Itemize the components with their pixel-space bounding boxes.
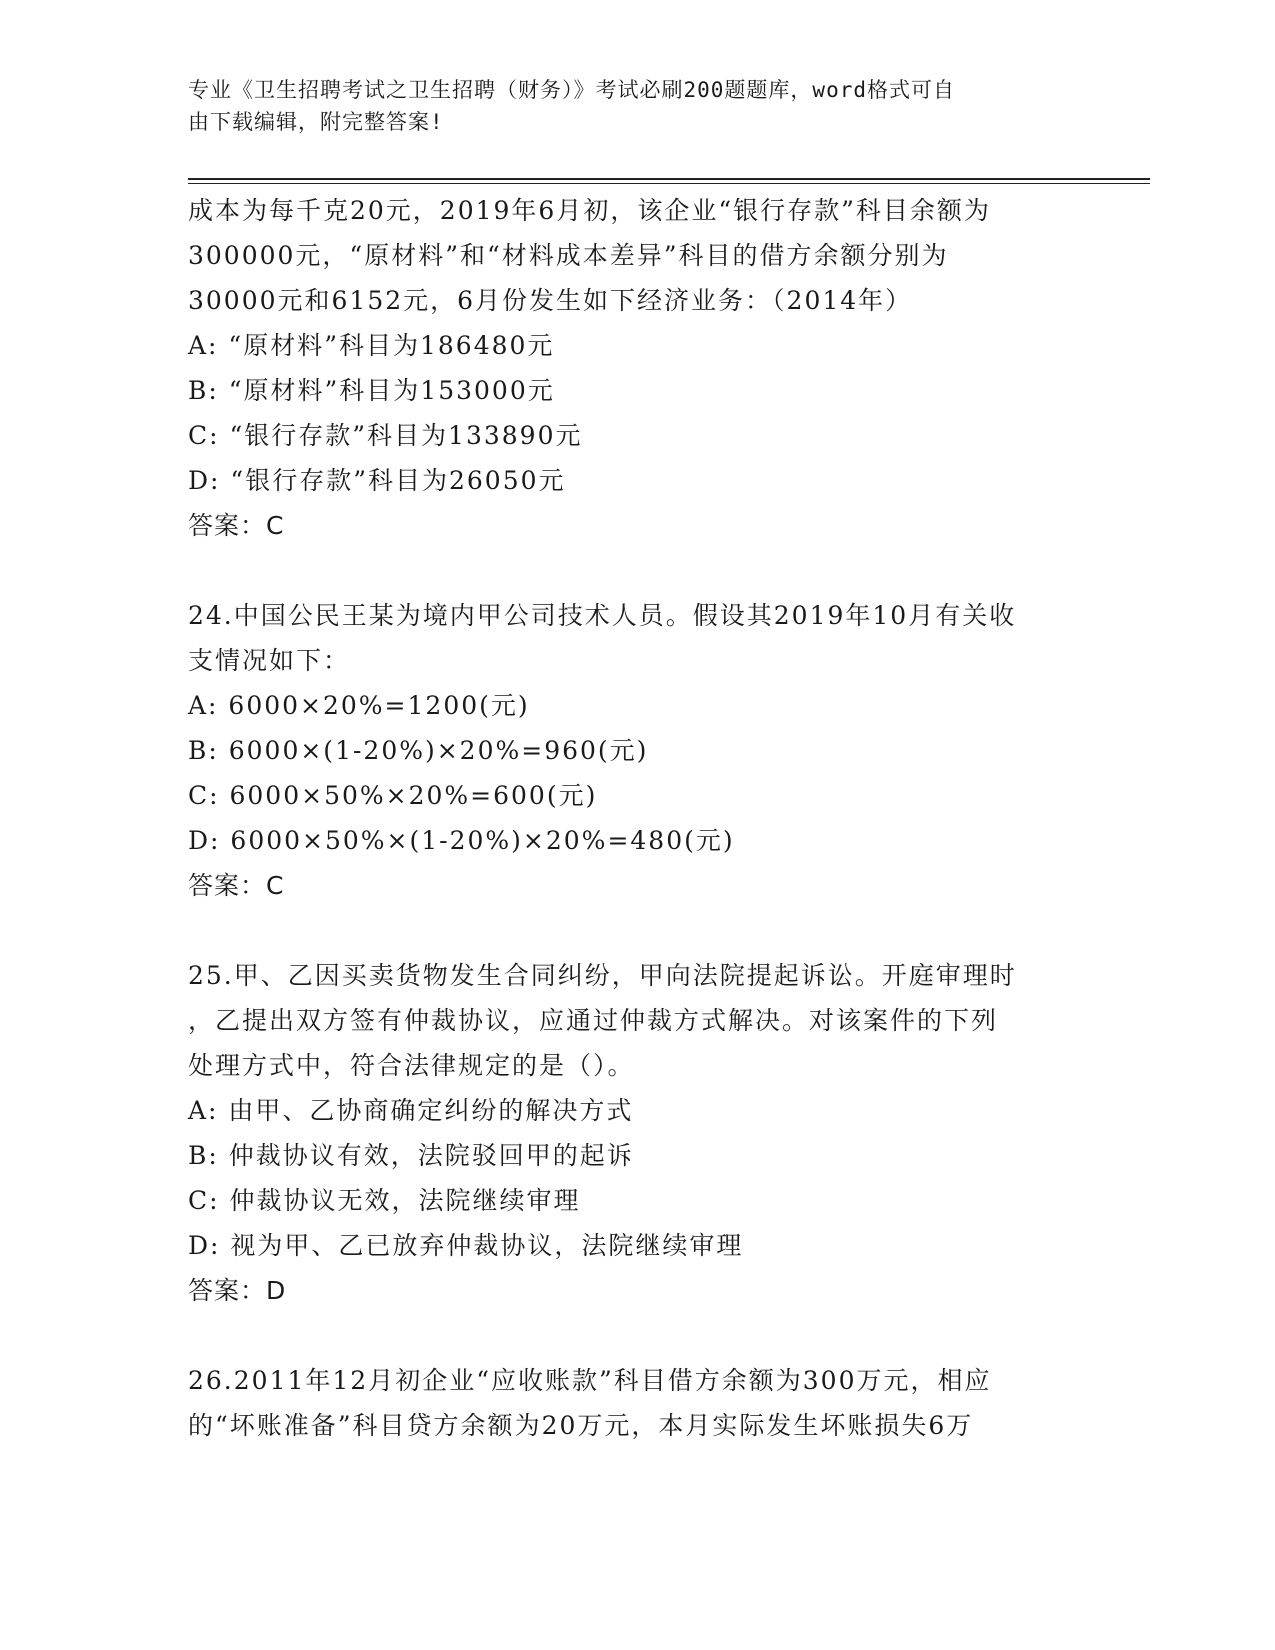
question-stem-line: ，乙提出双方签有仲裁协议，应通过仲裁方式解决。对该案件的下列 [188, 1006, 999, 1035]
option-d: D: 6000×50%×(1-20%)×20%=480(元) [188, 826, 735, 855]
answer-label: 答案：C [188, 511, 285, 540]
option-d: D: 视为甲、乙已放弃仲裁协议，法院继续审理 [188, 1231, 744, 1260]
header-line-1: 专业《卫生招聘考试之卫生招聘（财务）》考试必刷200题题库，word格式可自 [188, 78, 955, 102]
question-24 [188, 593, 1088, 908]
question-stem-line: 的“坏账准备”科目贷方余额为20万元，本月实际发生坏账损失6万 [188, 1411, 974, 1440]
question-list [188, 188, 1088, 1448]
question-26 [188, 1358, 1088, 1448]
question-stem-line: 处理方式中，符合法律规定的是（）。 [188, 1051, 635, 1080]
question-stem-line: 26.2011年12月初企业“应收账款”科目借方余额为300万元，相应 [188, 1366, 992, 1395]
question-stem-line: 30000元和6152元，6月份发生如下经济业务：（2014年） [188, 286, 913, 315]
question-23 [188, 188, 1088, 548]
question-stem-line: 成本为每千克20元，2019年6月初，该企业“银行存款”科目余额为 [188, 196, 991, 225]
option-b: B: 6000×(1-20%)×20%=960(元) [188, 736, 649, 765]
option-b: B: “原材料”科目为153000元 [188, 376, 555, 405]
option-a: A: “原材料”科目为186480元 [188, 331, 555, 360]
option-a: A: 6000×20%=1200(元) [188, 691, 530, 720]
question-stem-line: 24.中国公民王某为境内甲公司技术人员。假设其2019年10月有关收 [188, 601, 1017, 630]
option-b: B: 仲裁协议有效，法院驳回甲的起诉 [188, 1141, 634, 1170]
question-spacer [188, 908, 1088, 953]
question-25 [188, 953, 1088, 1313]
answer-label: 答案：C [188, 871, 285, 900]
answer-label: 答案：D [188, 1276, 287, 1305]
option-d: D: “银行存款”科目为26050元 [188, 466, 566, 495]
document-header [188, 74, 1068, 138]
question-stem-line: 支情况如下： [188, 646, 351, 675]
option-c: C: “银行存款”科目为133890元 [188, 421, 583, 450]
question-spacer [188, 548, 1088, 593]
header-divider-thin [188, 183, 1150, 184]
header-divider-thick [188, 178, 1150, 180]
option-c: C: 仲裁协议无效，法院继续审理 [188, 1186, 581, 1215]
question-stem-line: 300000元，“原材料”和“材料成本差异”科目的借方余额分别为 [188, 241, 949, 270]
option-a: A: 由甲、乙协商确定纠纷的解决方式 [188, 1096, 634, 1125]
option-c: C: 6000×50%×20%=600(元) [188, 781, 598, 810]
question-spacer [188, 1313, 1088, 1358]
question-stem-line: 25.甲、乙因买卖货物发生合同纠纷，甲向法院提起诉讼。开庭审理时 [188, 961, 1017, 990]
header-line-2: 由下载编辑，附完整答案! [188, 110, 444, 134]
